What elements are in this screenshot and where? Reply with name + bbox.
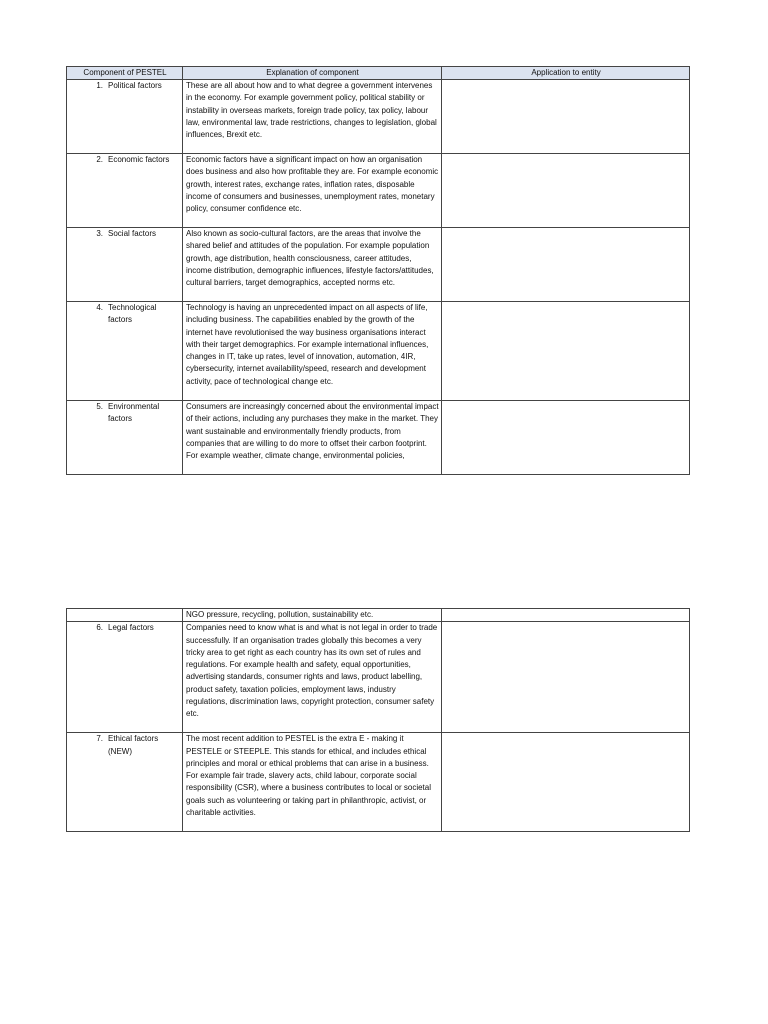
row-number: 6. [96,623,103,633]
application-cell [442,80,690,154]
application-cell [442,154,690,228]
explanation-cell: Technology is having an unprecedented impact on all aspects of life, including business. The capabilities enabled by the growth of the internet have revolutionised the way business organisations interact with their target demographics. For example international influences, changes in IT, take up rates, level of innovation, automation, 4IR, cybersecurity, internet availability/speed, research and development activity, pace of technological change etc. [183,302,442,401]
component-name: Economic factors [108,155,170,164]
component-cell [67,228,183,302]
table-row [67,302,690,401]
header-application: Application to entity [442,67,690,80]
explanation-cell: The most recent addition to PESTEL is the extra E - making it PESTELE or STEEPLE. This stands for ethical, and includes ethical principles and moral or ethical problems that can arise in a business. For example fair trade, slavery acts, child labour, corporate social responsibility (CSR), where a business contributes to local or societal goals such as volunteering or taking part in philanthropic, activist, or charitable activities. [183,733,442,832]
header-row [67,67,690,80]
pestel-table-part-1 [66,66,690,475]
row-number: 2. [96,155,103,164]
table-row [67,622,690,733]
component-cell [67,733,183,832]
component-name: Technological factors [108,303,157,325]
component-name: Political factors [108,81,162,90]
row-number: 1. [96,81,103,90]
component-cell [67,622,183,733]
header-explanation: Explanation of component [183,67,442,80]
row-number: 3. [96,229,103,238]
component-name: Environmental factors [108,402,160,424]
row-number: 4. [96,303,103,312]
application-cell [442,302,690,401]
application-cell [442,609,690,622]
table-row [67,733,690,832]
component-cell [67,401,183,475]
component-name: Social factors [108,229,157,238]
table-row [67,401,690,475]
explanation-cell: Consumers are increasingly concerned about the environmental impact of their actions, including any purchases they make in the market. They want sustainable and environmentally friendly products, from companies that are willing to do more to offset their carbon footprint. For example weather, climate change, environmental policies, [183,401,442,475]
explanation-cell: Economic factors have a significant impact on how an organisation does business and also how profitable they are. For example economic growth, interest rates, exchange rates, inflation rates, disposable income of consumers and businesses, unemployment rates, monetary policy, consumer confidence etc. [183,154,442,228]
pestel-table-part-2 [66,608,690,832]
application-cell [442,733,690,832]
table-row [67,228,690,302]
explanation-cell: Companies need to know what is and what is not legal in order to trade successfully. If an organisation trades globally this becomes a very tricky area to get right as each country has its own set of rules and regulations. For example health and safety, equal opportunities, advertising standards, consumer rights and laws, product labelling, product safety, taxation policies, employment laws, industry regulations, discrimination laws, copyright protection, consumer safety etc. [183,622,442,733]
explanation-cell: Also known as socio-cultural factors, are the areas that involve the shared belief and attitudes of the population. For example population growth, age distribution, health consciousness, career attitudes, income distribution, demographic influences, lifestyle factors/attitudes, cultural barriers, target demographics, accepted norms etc. [183,228,442,302]
explanation-cell: These are all about how and to what degree a government intervenes in the economy. For example government policy, political stability or instability in overseas markets, foreign trade policy, tax policy, labour law, environmental law, trade restrictions, changes to legislation, global influences, Brexit etc. [183,80,442,154]
explanation-cell: NGO pressure, recycling, pollution, sustainability etc. [183,609,442,622]
application-cell [442,401,690,475]
row-number: 5. [96,402,103,411]
table-row [67,80,690,154]
component-cell [67,154,183,228]
table-row [67,154,690,228]
row-number: 7. [96,734,103,744]
component-name: Legal factors [108,623,154,633]
table-row [67,609,690,622]
application-cell [442,228,690,302]
application-cell [442,622,690,733]
header-component: Component of PESTEL [67,67,183,80]
component-cell [67,609,183,622]
component-name: Ethical factors (NEW) [108,734,159,756]
component-cell [67,302,183,401]
component-cell [67,80,183,154]
